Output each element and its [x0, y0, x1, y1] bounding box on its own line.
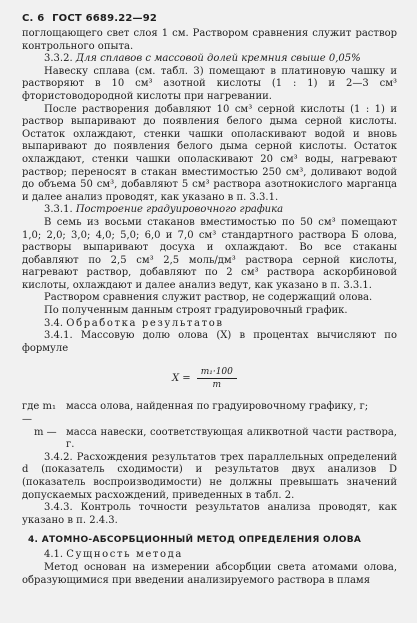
legend-key: m —: [34, 426, 57, 438]
subsection-title: Для сплавов с массовой долей кремния свыше 0,05%: [75, 53, 361, 65]
paragraph: поглощающего свет слоя 1 см. Раствором сравнения служит раствор контрольного опыта.: [22, 28, 397, 52]
subsection-title: Сущность метода: [66, 549, 183, 561]
legend-row: [22, 427, 397, 452]
formula-lhs: X =: [172, 372, 191, 384]
paragraph: По полученным данным строят градуировочный график.: [44, 305, 348, 317]
legend-value: масса навески, соответствующая аликвотной части раствора, г.: [66, 426, 397, 451]
paragraph: В семь из восьми стаканов вместимостью по 50 см³ помещают 1,0; 2,0; 3,0; 4,0; 5,0; 6,0 и 7,0 см³ стандартного раствора Б олова, растворы выпаривают досуха и охлаждают. Во все стаканы добавляют по 2,5 см³ 2,5 моль/дм³ раствора серной кислоты, нагревают раствор, добавляют по 2 см³ раствора аскорбиновой кислоты, охлаждают и далее анализ ведут, как указано в п. 3.3.1.: [22, 216, 397, 291]
formula: [22, 361, 397, 395]
legend-value: масса олова, найденная по градуировочному графику, г;: [66, 401, 369, 413]
formula-legend: [22, 401, 397, 451]
paragraph: Метод основан на измерении абсорбции света атомами олова, образующимися при введении анализируемого раствора в пламя: [22, 561, 397, 586]
subsection-title: Обработка результатов: [66, 317, 224, 329]
subsection-heading: [22, 549, 397, 562]
paragraph: 3.4.2. Расхождения результатов трех параллельных определений d (показатель сходимости) и результатов двух анализов D (показатель воспроизводимости) не должны превышать значений допускаемых расхождений, приведенных в табл. 2.: [22, 451, 397, 501]
standard-code: ГОСТ 6689.22—92: [52, 13, 158, 24]
page-number: С. 6: [22, 13, 45, 24]
paragraph: Раствором сравнения служит раствор, не содержащий олова.: [44, 292, 373, 304]
subsection-number: 4.1.: [44, 549, 64, 561]
legend-row: [22, 401, 397, 426]
paragraph: Навеску сплава (см. табл. 3) помещают в платиновую чашку и растворяют в 10 см³ азотной кислоты (1 : 1) и 2—3 см³ фтористоводородной кислоты при нагревании.: [22, 65, 397, 102]
formula-fraction: [197, 367, 237, 390]
subsection-heading: [22, 53, 397, 66]
subsection-number: 3.3.2.: [44, 53, 73, 65]
section-title: 4. АТОМНО-АБСОРБЦИОННЫЙ МЕТОД ОПРЕДЕЛЕНИЯ ОЛОВА: [28, 535, 362, 546]
subsection-number: 3.4.: [44, 317, 64, 329]
paragraph: 3.4.3. Контроль точности результатов анализа проводят, как указано в п. 2.4.3.: [22, 502, 397, 526]
subsection-heading: [22, 204, 397, 217]
paragraph: После растворения добавляют 10 см³ серной кислоты (1 : 1) и раствор выпаривают до появления белого дыма серной кислоты. Остаток охлаждают, стенки чашки ополаскивают водой и вновь выпаривают до появления белого дыма серной кислоты. Остаток охлаждают, стенки чашки ополаскивают 20 см³ воды, нагревают раствор; переносят в стакан вместимостью 250 см³, доливают водой до объема 50 см³, добавляют 5 см³ раствора азотнокислого марганца и далее анализ проводят, как указано в п. 3.3.1.: [22, 103, 397, 203]
formula-denominator: m: [212, 379, 222, 390]
page-header: [22, 13, 397, 24]
subsection-heading: [22, 318, 397, 331]
subsection-number: 3.3.1.: [44, 204, 73, 216]
formula-numerator: m₁·100: [197, 367, 237, 379]
paragraph: 3.4.1. Массовую долю олова (X) в процентах вычисляют по формуле: [22, 330, 397, 354]
legend-key: где m₁ —: [22, 401, 56, 426]
subsection-title: Построение градуировочного графика: [75, 204, 284, 216]
